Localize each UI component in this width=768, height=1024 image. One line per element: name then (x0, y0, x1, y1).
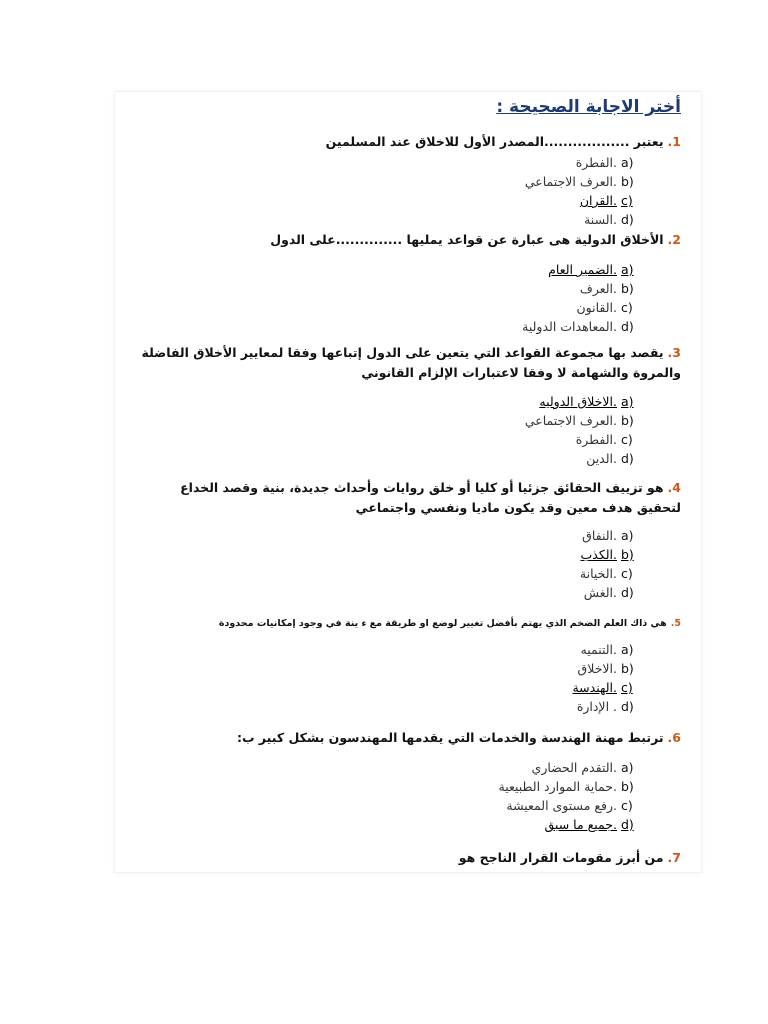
question-1-options (525, 153, 639, 229)
option-letter: a) (621, 262, 634, 277)
question-text: ترتبط مهنة الهندسة والخدمات التي يقدمها المهندسون بشكل كبير ب: (236, 730, 664, 745)
option-letter: c) (621, 193, 633, 208)
option-letter: c) (621, 432, 633, 447)
option-c[interactable] (499, 796, 640, 815)
option-b[interactable] (522, 279, 639, 298)
question-number: 6. (667, 730, 681, 745)
option-text: .العرف الاجتماعي (524, 174, 617, 189)
document-page (115, 92, 701, 872)
option-b[interactable] (525, 411, 639, 430)
question-6 (237, 728, 681, 748)
question-7 (459, 848, 681, 868)
question-5 (219, 614, 681, 634)
option-c-correct[interactable] (572, 678, 639, 697)
option-text: .الهندسة (572, 680, 617, 695)
question-6-options (499, 758, 640, 834)
question-number: 3. (667, 345, 681, 360)
option-text: .العرف (579, 281, 617, 296)
question-number: 5. (670, 618, 681, 629)
option-text: .السنة (584, 212, 617, 227)
option-letter: a) (621, 155, 634, 170)
question-text: هو تزييف الحقائق جزئيا أو كليا أو خلق روايات وأحداث جديدة، بنية وقصد الخداع لتحقيق هدف معين وقد يكون ماديا ونفسي واجتماعي (180, 480, 681, 515)
option-text: .القران (579, 193, 617, 208)
option-text: .الدين (586, 451, 617, 466)
option-letter: d) (621, 319, 634, 334)
option-letter: a) (621, 642, 634, 657)
option-text: . الإدارة (576, 699, 617, 714)
question-2-options (522, 260, 639, 336)
question-4-options (580, 526, 639, 602)
option-c-correct[interactable] (525, 191, 639, 210)
option-letter: b) (621, 779, 634, 794)
option-a[interactable] (572, 640, 639, 659)
option-a-correct[interactable] (525, 392, 639, 411)
option-text: .الكذب (580, 547, 617, 562)
option-text: .الخيانة (579, 566, 617, 581)
option-letter: a) (621, 760, 634, 775)
option-letter: c) (621, 300, 633, 315)
option-text: .حماية الموارد الطبيعية (498, 779, 617, 794)
option-d-correct[interactable] (499, 815, 640, 834)
option-letter: b) (621, 661, 634, 676)
option-b[interactable] (572, 659, 639, 678)
question-3-options (525, 392, 639, 468)
question-4 (136, 478, 681, 518)
option-text: .الاخلاق (577, 661, 617, 676)
question-number: 2. (667, 232, 681, 247)
option-text: .الفطرة (575, 155, 617, 170)
option-text: .المعاهدات الدولية (522, 319, 617, 334)
option-a-correct[interactable] (522, 260, 639, 279)
option-letter: c) (621, 680, 633, 695)
option-letter: b) (621, 413, 634, 428)
option-letter: d) (621, 699, 634, 714)
heading-text: أختر الاجابة الصحيحة : (496, 97, 681, 117)
option-text: .النفاق (582, 528, 617, 543)
option-letter: a) (621, 528, 634, 543)
option-text: .جميع ما سبق (544, 817, 617, 832)
option-text: .الضمير العام (548, 262, 617, 277)
option-text: .التقدم الحضاري (531, 760, 617, 775)
option-a[interactable] (525, 153, 639, 172)
option-text: .الفطرة (575, 432, 617, 447)
option-letter: c) (621, 566, 633, 581)
question-2 (270, 230, 681, 250)
option-a[interactable] (499, 758, 640, 777)
question-text: يقصد بها مجموعة القواعد التي يتعين على الدول إتباعها وفقا لمعايير الأخلاق الفاضلة والمروة والشهامة لا وفقا لاعتبارات الإلزام القانوني (141, 345, 681, 380)
option-text: .القانون (576, 300, 617, 315)
option-d[interactable] (580, 583, 639, 602)
option-letter: c) (621, 798, 633, 813)
option-b[interactable] (499, 777, 640, 796)
option-letter: d) (621, 212, 634, 227)
question-text: يعتبر ..................المصدر الأول للاخلاق عند المسلمين (325, 134, 664, 149)
question-3 (136, 343, 681, 383)
question-text: من أبرز مقومات القرار الناجح هو (458, 850, 664, 865)
option-c[interactable] (580, 564, 639, 583)
option-letter: a) (621, 394, 634, 409)
option-letter: b) (621, 547, 634, 562)
question-text: هي ذاك العلم الضخم الذي يهتم بأفضل تغيير لوضع او طريقة مع ء ينة في وجود إمكانيات محدودة (218, 618, 667, 629)
option-text: .التنميه (580, 642, 617, 657)
question-5-options (572, 640, 639, 716)
option-c[interactable] (525, 430, 639, 449)
question-number: 1. (667, 134, 681, 149)
option-b[interactable] (525, 172, 639, 191)
question-number: 4. (667, 480, 681, 495)
option-letter: b) (621, 174, 634, 189)
question-number: 7. (667, 850, 681, 865)
option-text: .رفع مستوى المعيشة (506, 798, 617, 813)
option-d[interactable] (572, 697, 639, 716)
option-b-correct[interactable] (580, 545, 639, 564)
option-c[interactable] (522, 298, 639, 317)
option-letter: b) (621, 281, 634, 296)
page-heading (496, 97, 681, 117)
option-text: .الاخلاق الدوليه (539, 394, 617, 409)
question-1 (326, 132, 681, 152)
option-letter: d) (621, 817, 634, 832)
option-d[interactable] (525, 449, 639, 468)
option-a[interactable] (580, 526, 639, 545)
option-text: .الغش (583, 585, 617, 600)
question-text: الأخلاق الدولية هى عبارة عن قواعد يمليها ..............على الدول (270, 232, 664, 247)
option-letter: d) (621, 451, 634, 466)
option-d[interactable] (525, 210, 639, 229)
option-text: .العرف الاجتماعي (524, 413, 617, 428)
option-letter: d) (621, 585, 634, 600)
option-d[interactable] (522, 317, 639, 336)
